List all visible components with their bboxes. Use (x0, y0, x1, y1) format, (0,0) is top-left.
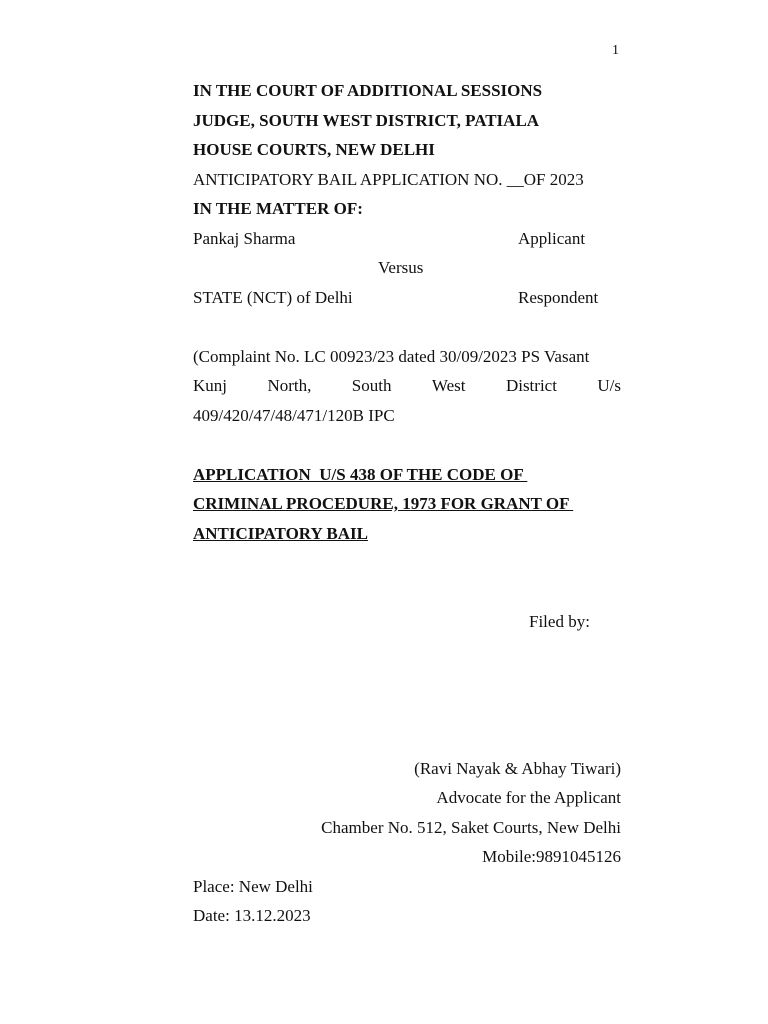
filed-by-label: Filed by: (529, 612, 590, 631)
applicant-name: Pankaj Sharma (193, 228, 296, 248)
application-heading-line: APPLICATION U/S 438 OF THE CODE OF (193, 464, 528, 484)
applicant-role: Applicant (518, 228, 586, 248)
applicant-row (193, 224, 621, 254)
application-heading (193, 460, 621, 549)
respondent-role: Respondent (518, 287, 599, 307)
court-title-line: JUDGE, SOUTH WEST DISTRICT, PATIALA (193, 110, 540, 130)
place: Place: New Delhi (193, 876, 313, 896)
advocate-designation: Advocate for the Applicant (436, 788, 621, 807)
advocate-names: (Ravi Nayak & Abhay Tiwari) (414, 758, 621, 778)
complaint-line: (Complaint No. LC 00923/23 dated 30/09/2023 PS Vasant (193, 346, 590, 366)
spacer (193, 312, 621, 342)
page-number: 1 (612, 43, 619, 58)
respondent-name: STATE (NCT) of Delhi (193, 287, 353, 307)
complaint-word: Kunj (193, 376, 227, 395)
application-number: ANTICIPATORY BAIL APPLICATION NO. __OF 2023 (193, 169, 584, 189)
matter-heading: IN THE MATTER OF: (193, 199, 363, 218)
complaint-line (193, 371, 621, 401)
versus-label: Versus (378, 258, 424, 277)
application-heading-line: CRIMINAL PROCEDURE, 1973 FOR GRANT OF (193, 494, 574, 513)
complaint-word: North, (267, 376, 312, 395)
document-body (193, 76, 621, 931)
complaint-word: District (505, 376, 557, 395)
complaint-line: 409/420/47/48/471/120B IPC (193, 405, 395, 425)
court-title-line: IN THE COURT OF ADDITIONAL SESSIONS (193, 81, 543, 100)
respondent-row (193, 283, 621, 313)
date: Date: 13.12.2023 (193, 906, 311, 925)
advocate-signature-block (193, 754, 621, 872)
court-title-line: HOUSE COURTS, NEW DELHI (193, 140, 435, 159)
complaint-word: U/s (597, 376, 621, 395)
complaint-word: South (351, 376, 392, 395)
complaint-details (193, 342, 621, 431)
complaint-word: West (431, 376, 466, 395)
advocate-mobile: Mobile:9891045126 (482, 847, 621, 866)
advocate-chamber: Chamber No. 512, Saket Courts, New Delhi (321, 817, 621, 837)
application-heading-line: ANTICIPATORY BAIL (193, 523, 368, 543)
court-title (193, 76, 621, 165)
